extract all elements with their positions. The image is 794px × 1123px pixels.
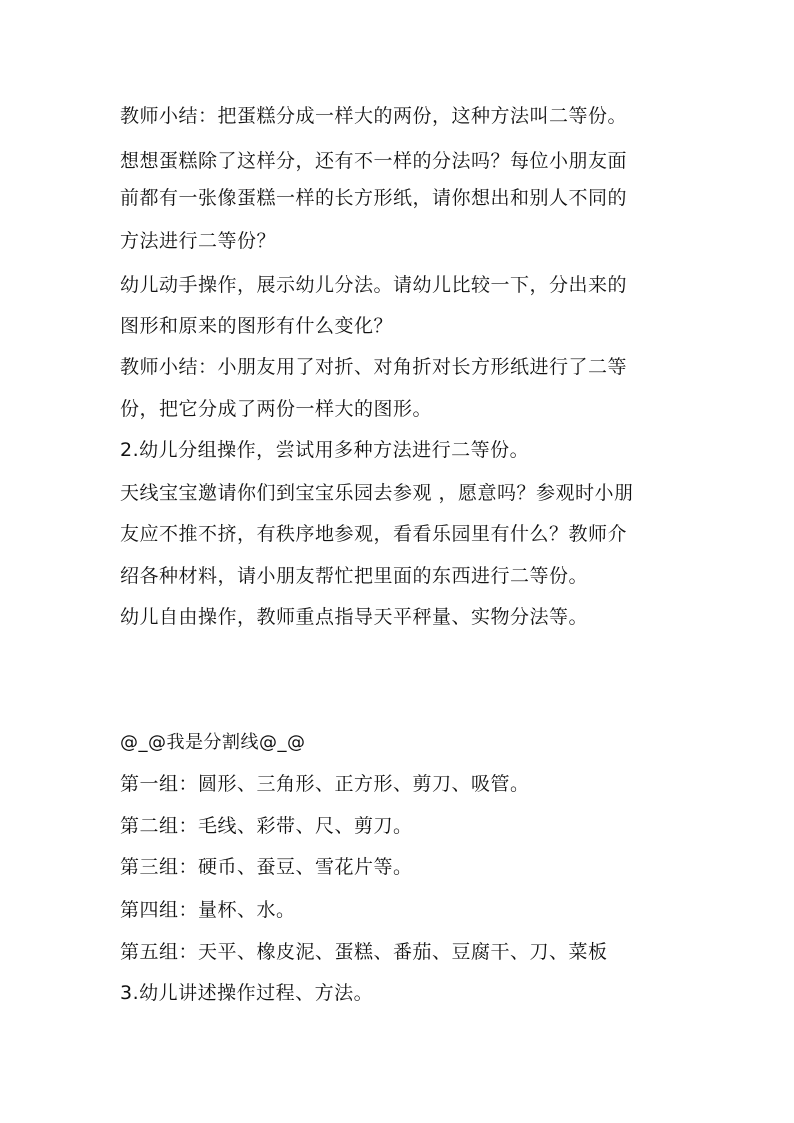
group-line-6: 3.幼儿讲述操作过程、方法。 bbox=[120, 982, 374, 1004]
paragraph-line-4: 方法进行二等份？ bbox=[120, 230, 277, 252]
paragraph-line-1: 教师小结：把蛋糕分成一样大的两份，这种方法叫二等份。 bbox=[120, 105, 628, 127]
paragraph-line-12: 绍各种材料，请小朋友帮忙把里面的东西进行二等份。 bbox=[120, 565, 589, 587]
group-line-3: 第三组：硬币、蚕豆、雪花片等。 bbox=[120, 856, 413, 878]
paragraph-line-9: 2.幼儿分组操作，尝试用多种方法进行二等份。 bbox=[120, 439, 530, 461]
paragraph-line-13: 幼儿自由操作，教师重点指导天平秤量、实物分法等。 bbox=[120, 606, 589, 628]
paragraph-line-3: 前都有一张像蛋糕一样的长方形纸，请你想出和别人不同的 bbox=[120, 187, 628, 209]
paragraph-line-5: 幼儿动手操作，展示幼儿分法。请幼儿比较一下，分出来的 bbox=[120, 274, 628, 296]
group-line-1: 第一组：圆形、三角形、正方形、剪刀、吸管。 bbox=[120, 773, 530, 795]
paragraph-line-7: 教师小结：小朋友用了对折、对角折对长方形纸进行了二等 bbox=[120, 356, 628, 378]
paragraph-line-2: 想想蛋糕除了这样分，还有不一样的分法吗？每位小朋友面 bbox=[120, 150, 628, 172]
paragraph-line-8: 份，把它分成了两份一样大的图形。 bbox=[120, 398, 433, 420]
group-line-5: 第五组：天平、橡皮泥、蛋糕、番茄、豆腐干、刀、菜板 bbox=[120, 941, 608, 963]
paragraph-line-10: 天线宝宝邀请你们到宝宝乐园去参观 ，愿意吗？参观时小朋 bbox=[120, 482, 634, 504]
group-line-2: 第二组：毛线、彩带、尺、剪刀。 bbox=[120, 815, 413, 837]
paragraph-line-6: 图形和原来的图形有什么变化？ bbox=[120, 315, 394, 337]
group-line-4: 第四组：量杯、水。 bbox=[120, 899, 296, 921]
paragraph-line-11: 友应不推不挤，有秩序地参观，看看乐园里有什么？教师介 bbox=[120, 523, 628, 545]
divider-text: @_@我是分割线@_@ bbox=[120, 732, 306, 753]
